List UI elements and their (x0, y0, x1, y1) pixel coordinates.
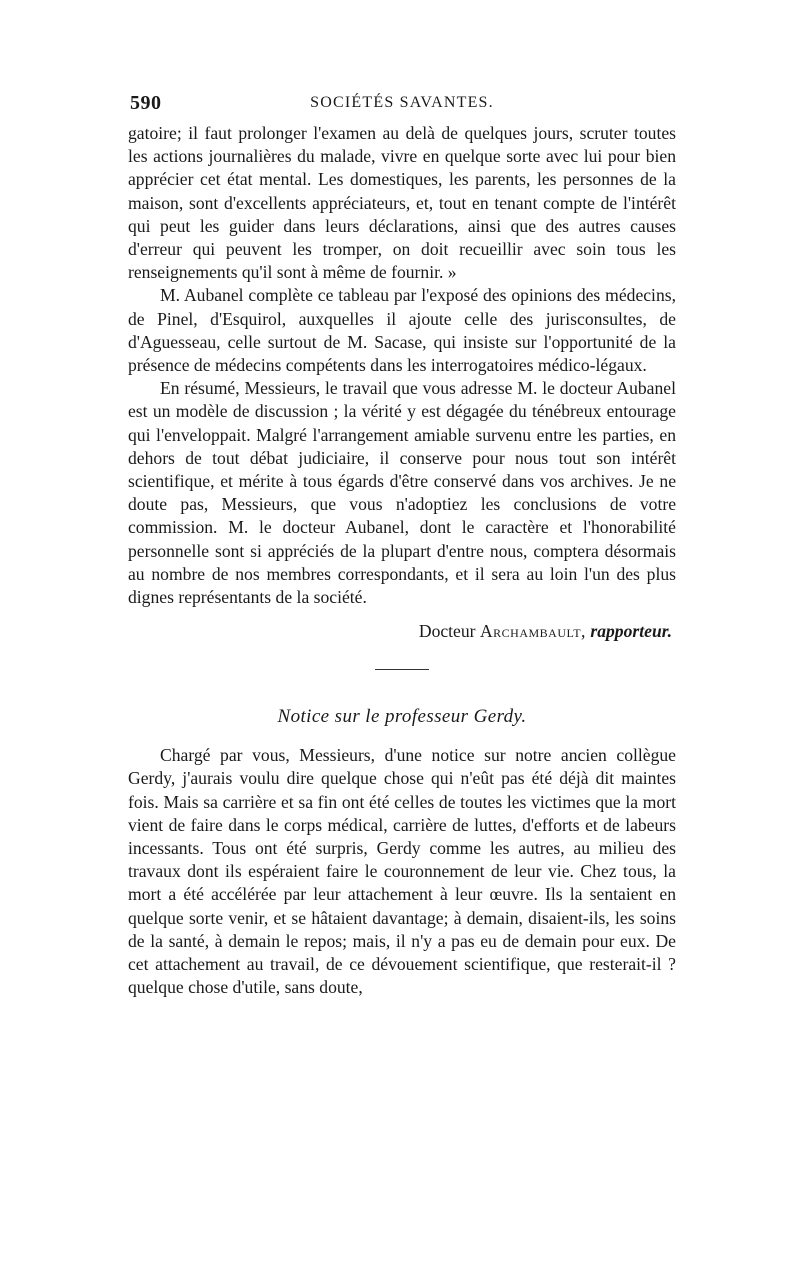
report-paragraph-summary: En résumé, Messieurs, le travail que vous adresse M. le docteur Aubanel est un modèle de discussion ; la vérité y est dégagée du ténébreux entourage qui l'enveloppait. Malgré l'arrangement amiable survenu entre les parties, en dehors de tout débat judiciaire, il conserve pour nous tout son intérêt scientifique, et mérite à tous égards d'être conservé dans vos archives. Je ne doute pas, Messieurs, que vous n'adoptiez les conclusions de votre commission. M. le docteur Aubanel, dont le caractère et l'honorabilité personnelle sont si appréciés de la plupart d'entre nous, comptera désormais au nombre de nos membres correspondants, et il sera au loin l'un des plus dignes représentants de la société. (128, 378, 676, 608)
section-divider (375, 669, 429, 670)
signature-name: Archambault, (479, 621, 586, 642)
signature-role: rapporteur. (590, 621, 672, 642)
report-signature (128, 619, 676, 643)
page-number: 590 (130, 92, 162, 114)
running-head (128, 92, 676, 122)
notice-paragraph: Chargé par vous, Messieurs, d'une notice sur notre ancien collègue Gerdy, j'aurais voulu dire quelque chose qui n'eût pas été déjà dit maintes fois. Mais sa carrière et sa fin ont été celles de toutes les victimes que la mort vient de faire dans le corps médical, carrière de luttes, d'efforts et de labeurs incessants. Tous ont été surpris, Gerdy comme les autres, au milieu des travaux dont ils espéraient faire le couronnement de leur vie. Chez tous, la mort a été accélérée par leur attachement à leur œuvre. Ils la sentaient en quelque sorte venir, et se hâtaient davantage; à demain, disaient-ils, les soins de la santé, à demain le repos; mais, il n'y a pas eu de demain pour eux. De cet attachement au travail, de ce dévouement scientifique, que resterait-il ? quelque chose d'utile, sans doute, (128, 745, 676, 998)
book-page (128, 92, 676, 1000)
signature-prefix: Docteur (418, 621, 476, 642)
running-title: SOCIÉTÉS SAVANTES. (310, 94, 494, 111)
notice-title: Notice sur le professeur Gerdy. (277, 706, 527, 728)
notice-section (128, 704, 676, 999)
report-paragraph-continuation: gatoire; il faut prolonger l'examen au delà de quelques jours, scruter toutes les actions journalières du malade, vivre en quelque sorte avec lui pour bien apprécier cet état mental. Les domestiques, les parents, les personnes de la maison, sont d'excellents appréciateurs, et, tout en tenant compte de l'intérêt qui peut les guider dans leurs déclarations, ainsi que des autres causes d'erreur qui peuvent les tromper, on doit recueillir avec soin tous les renseignements qu'il sont à même de fournir. » (128, 123, 676, 283)
report-section (128, 122, 676, 643)
report-paragraph-opinions: M. Aubanel complète ce tableau par l'exposé des opinions des médecins, de Pinel, d'Esquirol, auxquelles il ajoute celle des jurisconsultes, de d'Aguesseau, celle surtout de M. Sacase, qui insiste sur l'opportunité de la présence de médecins compétents dans les interrogatoires médico-légaux. (128, 285, 676, 376)
